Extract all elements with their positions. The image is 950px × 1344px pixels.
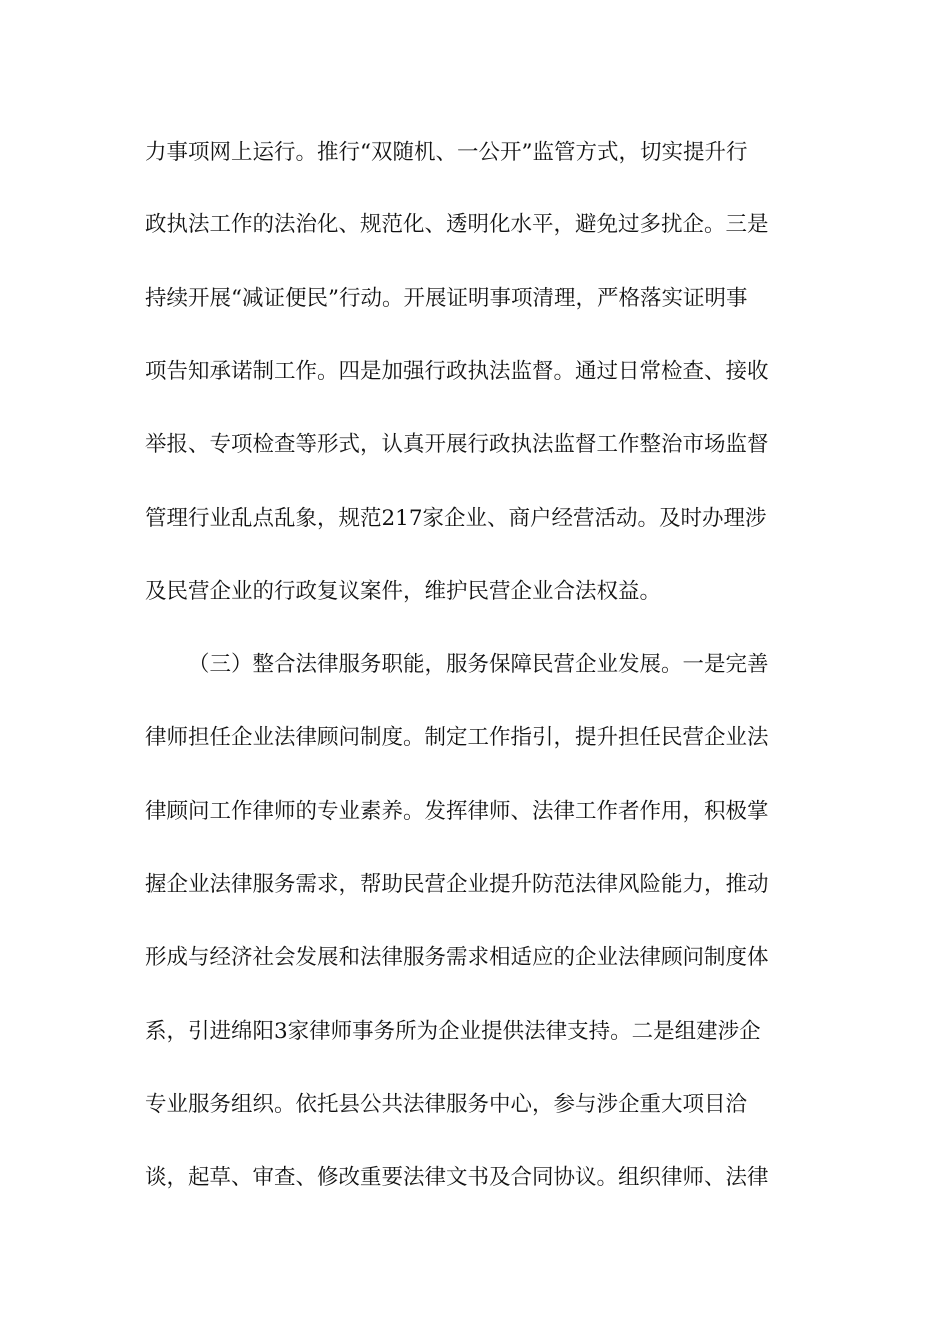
- body-text-line: 系，引进绵阳3家律师事务所为企业提供法律支持。二是组建涉企: [145, 1019, 761, 1044]
- body-text-line: 握企业法律服务需求，帮助民营企业提升防范法律风险能力，推动: [145, 872, 769, 897]
- body-text-line: 及民营企业的行政复议案件，维护民营企业合法权益。: [145, 579, 662, 604]
- body-text-line: 专业服务组织。依托县公共法律服务中心，参与涉企重大项目洽: [145, 1092, 748, 1117]
- body-text-line: 律顾问工作律师的专业素养。发挥律师、法律工作者作用，积极掌: [145, 799, 769, 824]
- body-text-line: 项告知承诺制工作。四是加强行政执法监督。通过日常检查、接收: [145, 359, 769, 384]
- body-text-line: 律师担任企业法律顾问制度。制定工作指引，提升担任民营企业法: [145, 725, 769, 750]
- body-text-line: 力事项网上运行。推行“双随机、一公开”监管方式，切实提升行: [145, 140, 748, 165]
- body-text-line: 管理行业乱点乱象，规范217家企业、商户经营活动。及时办理涉: [145, 506, 767, 531]
- paragraph-heading-line: （三）整合法律服务职能，服务保障民营企业发展。一是完善: [188, 652, 769, 677]
- body-text-line: 持续开展“减证便民”行动。开展证明事项清理，严格落实证明事: [145, 286, 748, 311]
- body-text-line: 政执法工作的法治化、规范化、透明化水平，避免过多扰企。三是: [145, 212, 769, 237]
- body-text-line: 举报、专项检查等形式，认真开展行政执法监督工作整治市场监督: [145, 432, 769, 457]
- body-text-line: 形成与经济社会发展和法律服务需求相适应的企业法律顾问制度体: [145, 945, 769, 970]
- body-text-line: 谈，起草、审查、修改重要法律文书及合同协议。组织律师、法律: [145, 1165, 769, 1190]
